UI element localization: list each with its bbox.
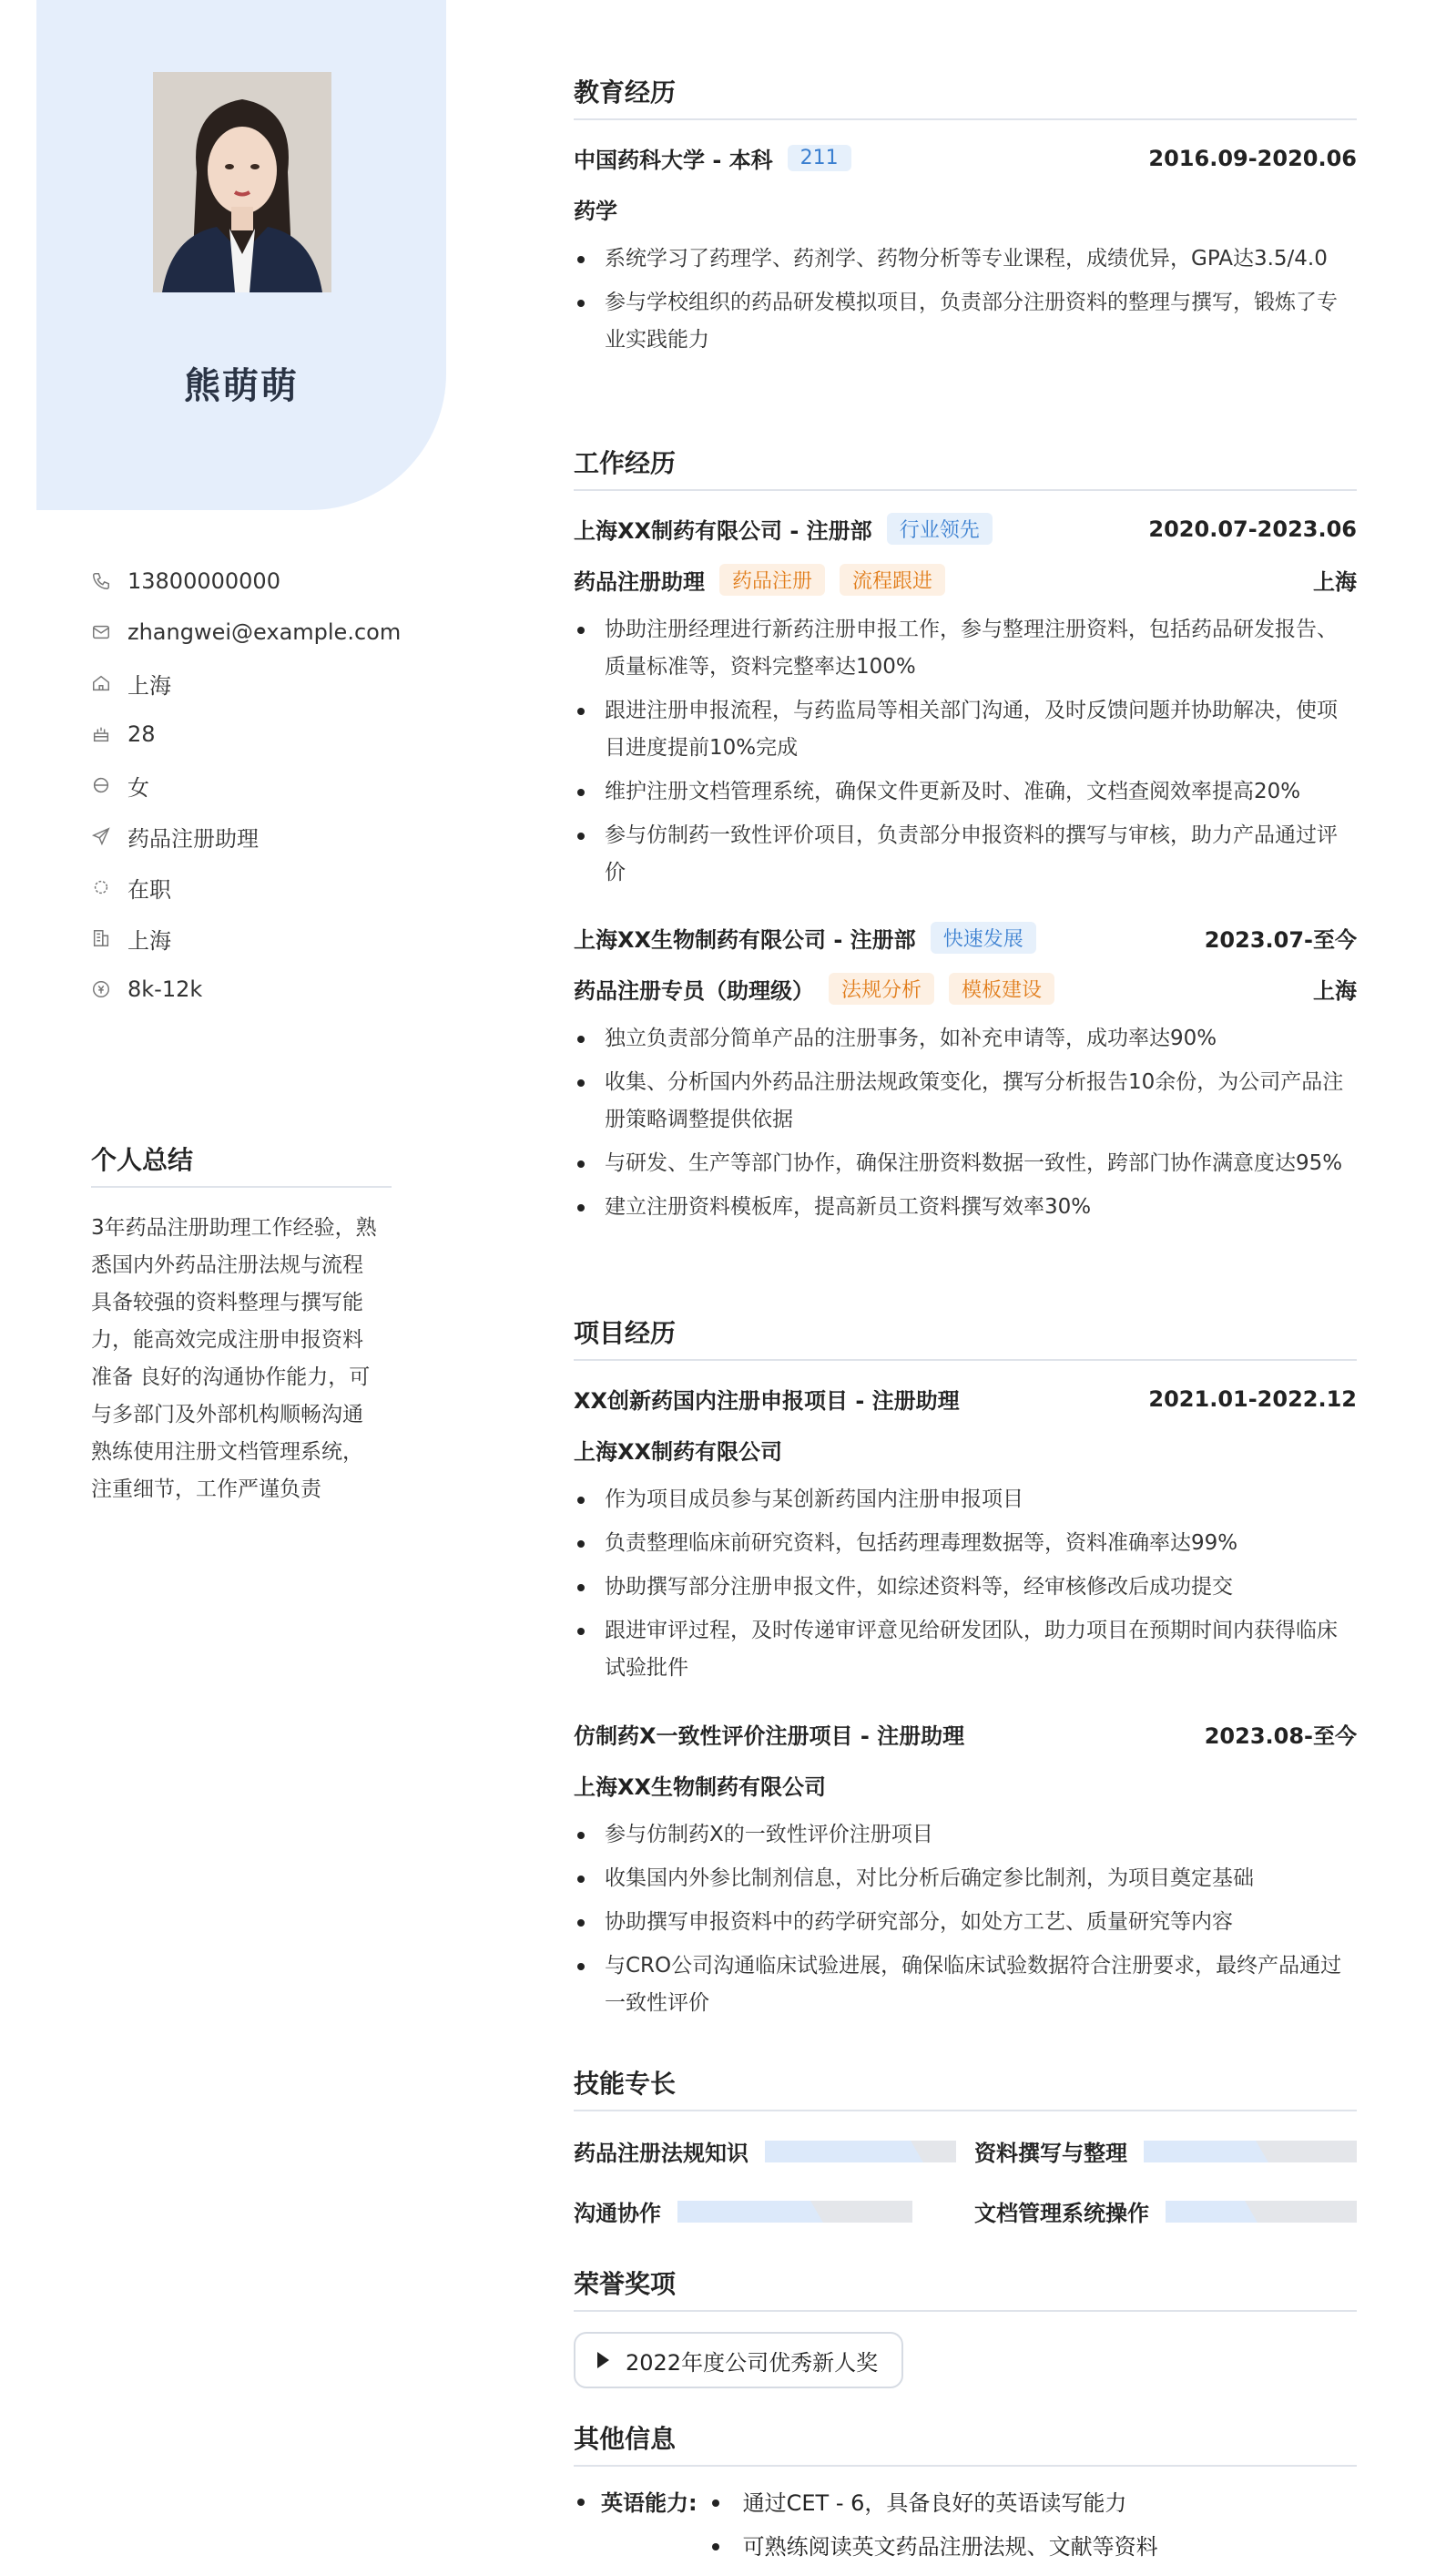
skill-tag: 流程跟进 — [840, 564, 945, 596]
skill-bar-fill — [677, 2201, 837, 2223]
job-role: 药品注册助理 — [574, 569, 705, 595]
list-item: 系统学习了药理学、药剂学、药物分析等专业课程，成绩优异，GPA达3.5/4.0 — [574, 240, 1357, 278]
skill-bar — [677, 2201, 912, 2223]
summary-line: 3年药品注册助理工作经验，熟 — [91, 1216, 377, 1240]
contact-text: zhangwei@example.com — [127, 619, 402, 645]
summary-title: 个人总结 — [91, 1140, 392, 1188]
list-item: 可熟练阅读英文药品注册法规、文献等资料 — [710, 2529, 1158, 2566]
contact-list — [91, 556, 401, 1015]
job-city: 上海 — [1313, 978, 1357, 1004]
contact-text: 8k-12k — [127, 976, 203, 1002]
other-section-title: 其他信息 — [574, 2419, 1357, 2467]
skill-bar — [765, 2141, 956, 2162]
job-bullets — [574, 611, 1357, 898]
awards-section-title: 荣誉奖项 — [574, 2264, 1357, 2312]
play-icon — [597, 2352, 609, 2368]
profile-photo — [153, 72, 331, 292]
list-item: 协助撰写部分注册申报文件，如综述资料等，经审核修改后成功提交 — [574, 1569, 1357, 1606]
list-item: 通过CET - 6，具备良好的英语读写能力 — [710, 2485, 1158, 2522]
project-name: XX创新药国内注册申报项目 - 注册助理 — [574, 1388, 960, 1414]
project-company-row — [574, 1769, 1357, 1801]
project-header — [574, 1383, 1357, 1415]
education-section-title: 教育经历 — [574, 73, 1357, 120]
list-item: 负责整理临床前研究资料，包括药理毒理数据等，资料准确率达99% — [574, 1525, 1357, 1562]
list-item: 参与仿制药X的一致性评价注册项目 — [574, 1816, 1357, 1854]
list-item: 维护注册文档管理系统，确保文件更新及时、准确，文档查阅效率提高20% — [574, 773, 1357, 811]
job-date: 2023.07-至今 — [1204, 927, 1357, 953]
project-bullets — [574, 1816, 1357, 2029]
project-bullets — [574, 1481, 1357, 1693]
job-bullets — [574, 1020, 1357, 1232]
list-item: 协助注册经理进行新药注册申报工作，参与整理注册资料，包括药品研发报告、质量标准等，资料完整率达100% — [574, 611, 1357, 686]
list-item: 跟进注册申报流程，与药监局等相关部门沟通，及时反馈问题并协助解决，使项目进度提前10%完成 — [574, 692, 1357, 767]
project-header — [574, 1718, 1357, 1750]
contact-status — [91, 862, 401, 913]
contact-phone — [91, 556, 401, 607]
project-company: 上海XX制药有限公司 — [574, 1439, 783, 1465]
project-date: 2023.08-至今 — [1204, 1723, 1357, 1749]
job-header — [574, 922, 1357, 954]
list-item: 参与仿制药一致性评价项目，负责部分申报资料的撰写与审核，助力产品通过评价 — [574, 817, 1357, 892]
english-list — [710, 2485, 1158, 2572]
other-info — [574, 2485, 1357, 2572]
list-item: 独立负责部分简单产品的注册事务，如补充申请等，成功率达90% — [574, 1020, 1357, 1058]
status-icon — [91, 877, 111, 897]
summary-text — [91, 1210, 401, 1508]
skill-label: 沟通协作 — [574, 2201, 661, 2226]
skill-item — [974, 2195, 1357, 2227]
skill-bar — [1166, 2201, 1357, 2223]
send-icon — [91, 826, 111, 846]
project-name: 仿制药X一致性评价注册项目 - 注册助理 — [574, 1723, 965, 1749]
skill-tag: 模板建设 — [949, 973, 1054, 1005]
education-major: 药学 — [574, 199, 617, 224]
school-name: 中国药科大学 - 本科 — [574, 148, 773, 173]
contact-text: 女 — [127, 774, 149, 801]
contact-text: 28 — [127, 721, 156, 747]
candidate-name: 熊萌萌 — [184, 365, 299, 407]
contact-age — [91, 709, 401, 760]
skill-bar-fill — [1144, 2141, 1282, 2162]
sidebar — [0, 0, 455, 2576]
skill-label: 资料撰写与整理 — [974, 2141, 1127, 2166]
project-company: 上海XX生物制药有限公司 — [574, 1774, 827, 1800]
english-ability-row — [574, 2485, 1357, 2572]
job-role: 药品注册专员（助理级） — [574, 978, 814, 1004]
summary-line: 具备较强的资料整理与撰写能 — [91, 1291, 363, 1314]
contact-salary — [91, 964, 401, 1015]
building-icon — [91, 928, 111, 948]
skill-item — [574, 2135, 956, 2167]
summary-line: 悉国内外药品注册法规与流程 — [91, 1253, 363, 1277]
list-item: 协助撰写申报资料中的药学研究部分，如处方工艺、质量研究等内容 — [574, 1904, 1357, 1941]
list-item: 收集国内外参比制剂信息，对比分析后确定参比制剂，为项目奠定基础 — [574, 1860, 1357, 1897]
company-name: 上海XX制药有限公司 - 注册部 — [574, 518, 872, 544]
list-item: 与研发、生产等部门协作，确保注册资料数据一致性，跨部门协作满意度达95% — [574, 1145, 1357, 1182]
summary-line: 准备 良好的沟通协作能力，可 — [91, 1365, 371, 1389]
work-section-title: 工作经历 — [574, 444, 1357, 491]
job-role-row — [574, 973, 1357, 1005]
skill-tag: 药品注册 — [719, 564, 825, 596]
skill-item — [574, 2195, 912, 2227]
contact-text: 在职 — [127, 876, 171, 903]
list-item: 与CRO公司沟通临床试验进展，确保临床试验数据符合注册要求，最终产品通过一致性评价 — [574, 1947, 1357, 2022]
award-text: 2022年度公司优秀新人奖 — [626, 2349, 879, 2376]
skill-item — [974, 2135, 1357, 2167]
english-label: 英语能力: — [601, 2490, 698, 2516]
contact-text: 13800000000 — [127, 568, 280, 594]
school-tag: 211 — [788, 145, 851, 171]
education-header — [574, 142, 1357, 174]
list-item: 作为项目成员参与某创新药国内注册申报项目 — [574, 1481, 1357, 1518]
skill-tag: 法规分析 — [829, 973, 934, 1005]
job-city: 上海 — [1313, 569, 1357, 595]
education-major-row — [574, 193, 1357, 225]
skill-bar-fill — [765, 2141, 937, 2162]
job-date: 2020.07-2023.06 — [1148, 516, 1357, 542]
skill-label: 文档管理系统操作 — [974, 2201, 1149, 2226]
portrait-image — [153, 72, 331, 292]
summary-line: 注重细节，工作严谨负责 — [91, 1477, 321, 1501]
award-item — [574, 2332, 903, 2388]
job-role-row — [574, 564, 1357, 596]
skill-bar — [1144, 2141, 1357, 2162]
bullet-dot — [577, 2499, 585, 2506]
company-name: 上海XX生物制药有限公司 - 注册部 — [574, 927, 916, 953]
contact-city — [91, 913, 401, 964]
contact-position — [91, 811, 401, 862]
salary-icon — [91, 979, 111, 999]
list-item: 参与学校组织的药品研发模拟项目，负责部分注册资料的整理与撰写，锻炼了专业实践能力 — [574, 284, 1357, 359]
project-company-row — [574, 1434, 1357, 1466]
skills-section-title: 技能专长 — [574, 2064, 1357, 2111]
education-bullets — [574, 240, 1357, 365]
contact-gender — [91, 760, 401, 811]
list-item: 建立注册资料模板库，提高新员工资料撰写效率30% — [574, 1189, 1357, 1226]
list-item: 跟进审评过程，及时传递审评意见给研发团队，助力项目在预期时间内获得临床试验批件 — [574, 1612, 1357, 1687]
skill-label: 药品注册法规知识 — [574, 2141, 748, 2166]
contact-location — [91, 658, 401, 709]
contact-text: 上海 — [127, 927, 171, 954]
education-date: 2016.09-2020.06 — [1148, 145, 1357, 171]
summary-line: 与多部门及外部机构顺畅沟通 — [91, 1403, 363, 1426]
gender-icon — [91, 775, 111, 795]
job-header — [574, 513, 1357, 545]
mail-icon — [91, 622, 111, 642]
projects-section-title: 项目经历 — [574, 1314, 1357, 1361]
project-date: 2021.01-2022.12 — [1148, 1385, 1357, 1412]
contact-email — [91, 607, 401, 658]
company-tag: 快速发展 — [931, 922, 1036, 954]
summary-line: 熟练使用注册文档管理系统， — [91, 1440, 363, 1464]
list-item: 收集、分析国内外药品注册法规政策变化，撰写分析报告10余份，为公司产品注册策略调整提供依据 — [574, 1064, 1357, 1139]
cake-icon — [91, 724, 111, 744]
home-icon — [91, 673, 111, 693]
company-tag: 行业领先 — [887, 513, 993, 545]
phone-icon — [91, 571, 111, 591]
skill-bar-fill — [1166, 2201, 1271, 2223]
summary-line: 力，能高效完成注册申报资料 — [91, 1328, 363, 1352]
contact-text: 药品注册助理 — [127, 825, 259, 852]
contact-text: 上海 — [127, 672, 171, 699]
